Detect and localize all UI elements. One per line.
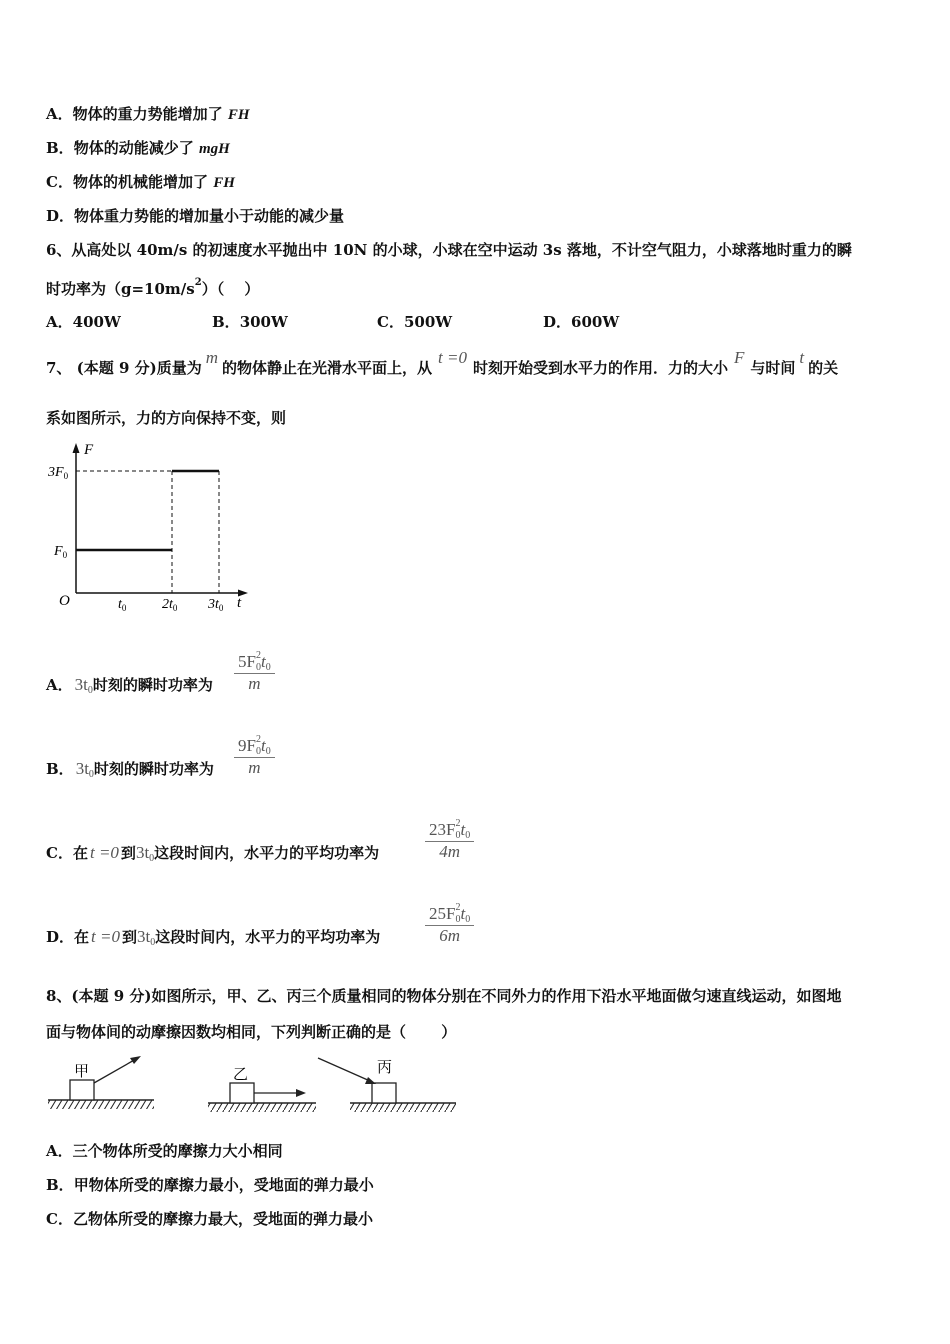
frac-sub: 0 [465,914,471,925]
time-value: 3t [74,675,88,694]
option-text: 这段时间内，水平力的平均功率为 [154,844,380,862]
option-text: 物体的机械能增加了 [72,173,208,191]
option-label: D． [543,313,572,331]
option-text: 物体的动能减少了 [73,139,194,157]
fraction-numerator: 25F [429,904,456,923]
q6-stem-line1: 6、从高处以 40m/s 的初速度水平抛出中 10N 的小球，小球在空中运动 3s 落地，不计空气阻力，小球落地时重力的瞬 [46,241,852,259]
q7-option-c-fraction [425,818,474,862]
time-start: t =0 [89,843,119,862]
ground-1-hatch [48,1100,154,1109]
q7-text: 与时间 [750,359,796,377]
option-text: 到 [120,844,136,862]
option-variable: FH [213,175,235,191]
option-text: 物体的重力势能增加了 [72,105,223,123]
option-value: 400W [72,313,121,331]
time-value: 3t [75,759,89,778]
fraction-numerator: 9F [238,736,256,755]
time-subscript: 0 [149,853,155,864]
q7-option-b [46,758,214,780]
q6-stem-line2 [46,277,259,299]
frac-sub: 0 [455,830,461,841]
force-arrow-bing [318,1058,370,1081]
q7-text: 的物体静止在光滑水平面上，从 [222,359,433,377]
frac-sub: 0 [255,662,261,673]
option-text: 物体重力势能的增加量小于动能的减少量 [74,207,345,225]
q5-option-c [46,171,235,192]
x-tick-3t0: $3t_0$ [208,597,224,613]
q7-var-t: t [799,348,805,367]
q7-text: 7、 (本题 9 分)质量为 [46,359,202,377]
option-text: 到 [121,928,137,946]
fraction-denominator: m [248,758,261,777]
option-variable: FH [227,107,250,123]
frac-sub: 0 [255,746,261,757]
time-start: t =0 [91,927,120,946]
three-blocks-figure [44,1050,464,1120]
label-yi: 乙 [233,1067,249,1083]
y-axis-arrow [73,443,80,453]
y-tick-3f0: $3F_0$ [48,465,69,481]
ground-2-hatch [208,1103,316,1112]
time-subscript: 0 [150,937,156,948]
q7-stem-line1 [46,348,839,378]
x-axis-label: t [237,595,242,611]
q7-expr-t0: t =0 [438,348,467,367]
q6-answer-blank: ）（ ） [201,280,260,298]
option-label: B． [46,760,74,778]
q6-option-d [543,311,619,332]
q7-var-m: m [205,348,219,367]
q7-text: 的关 [808,359,839,377]
option-text: 甲物体所受的摩擦力最小，受地面的弹力最小 [73,1176,374,1194]
frac-sup: 2 [255,734,261,745]
fraction-t: t [460,904,466,923]
q6-option-a [46,311,121,332]
q8-option-c [46,1208,373,1229]
option-text: 三个物体所受的摩擦力大小相同 [72,1142,283,1160]
option-label: D． [46,928,75,946]
option-value: 300W [239,313,288,331]
q6-option-b [212,311,288,332]
block-bing [372,1083,396,1103]
option-text: 这段时间内，水平力的平均功率为 [155,928,381,946]
frac-sub: 0 [455,914,461,925]
frac-sub: 0 [265,746,271,757]
q5-option-d [46,205,344,226]
time-value: 3t [137,927,151,946]
q7-var-F: F [734,348,745,367]
time-subscript: 0 [87,685,93,696]
force-arrowhead-yi [296,1089,306,1097]
fraction-denominator: 4m [439,842,460,861]
block-yi [230,1083,254,1103]
q8-stem-line1: 8、(本题 9 分)如图所示，甲、乙、丙三个质量相同的物体分别在不同外力的作用下沿水平地面做匀速直线运动，如图地 [46,987,842,1005]
q6-option-c [377,311,452,332]
force-arrowhead-bing [365,1077,376,1084]
option-label: A． [46,1142,73,1160]
fraction-numerator: 23F [429,820,456,839]
label-bing: 丙 [377,1060,393,1076]
q5-option-b [46,137,230,158]
block-jia [70,1080,94,1100]
q6-stem-text: 时功率为（g=10m/s [46,280,195,298]
origin-label: O [59,593,70,609]
q8-option-a [46,1140,283,1161]
force-arrow-jia [94,1059,136,1083]
option-text: 乙物体所受的摩擦力最大，受地面的弹力最小 [72,1210,373,1228]
option-label: B． [212,313,240,331]
force-arrowhead-jia [130,1056,141,1064]
q7-text: 时刻开始受到水平力的作用．力的大小 [473,359,729,377]
q7-option-d-fraction [425,902,474,946]
y-axis-label: F [84,442,94,458]
label-jia: 甲 [74,1064,90,1080]
fraction-numerator: 5F [238,652,256,671]
option-variable: mgH [198,141,230,157]
option-label: A． [46,676,73,694]
time-value: 3t [135,843,150,862]
option-label: C． [46,173,73,191]
option-label: A． [46,105,73,123]
frac-sub: 0 [465,830,471,841]
fraction-denominator: 6m [439,926,460,945]
force-time-graph [44,437,254,617]
option-label: C． [46,844,73,862]
option-text: 时刻的瞬时功率为 [92,676,213,694]
option-text: 在 [72,844,88,862]
fraction-t: t [260,736,266,755]
q7-option-d [46,926,380,948]
q6-exponent: 2 [194,277,202,288]
option-label: B． [46,1176,74,1194]
q7-option-c [46,842,379,864]
fraction-denominator: m [248,674,261,693]
option-value: 600W [571,313,620,331]
q7-option-a-fraction [234,650,275,694]
x-tick-t0: $t_0$ [118,597,127,613]
option-text: 时刻的瞬时功率为 [93,760,214,778]
option-value: 500W [403,313,453,331]
frac-sup: 2 [255,650,261,661]
option-label: D． [46,207,75,225]
option-label: C． [46,1210,73,1228]
option-label: B． [46,139,74,157]
frac-sub: 0 [265,662,271,673]
option-label: C． [377,313,404,331]
x-tick-2t0: $2t_0$ [162,597,178,613]
q7-stem-line2: 系如图所示，力的方向保持不变，则 [46,409,287,427]
q5-option-a [46,103,250,124]
frac-sup: 2 [455,902,461,913]
fraction-t: t [460,820,466,839]
q7-option-a [46,674,213,696]
option-label: A． [46,313,73,331]
q7-option-b-fraction [234,734,275,778]
frac-sup: 2 [455,818,461,829]
q8-option-b [46,1174,374,1195]
option-text: 在 [74,928,90,946]
ground-3-hatch [350,1103,456,1112]
time-subscript: 0 [88,769,94,780]
q8-stem-line2: 面与物体间的动摩擦因数均相同，下列判断正确的是（ ） [46,1023,457,1041]
y-tick-f0: $F_0$ [54,544,68,560]
fraction-t: t [260,652,266,671]
